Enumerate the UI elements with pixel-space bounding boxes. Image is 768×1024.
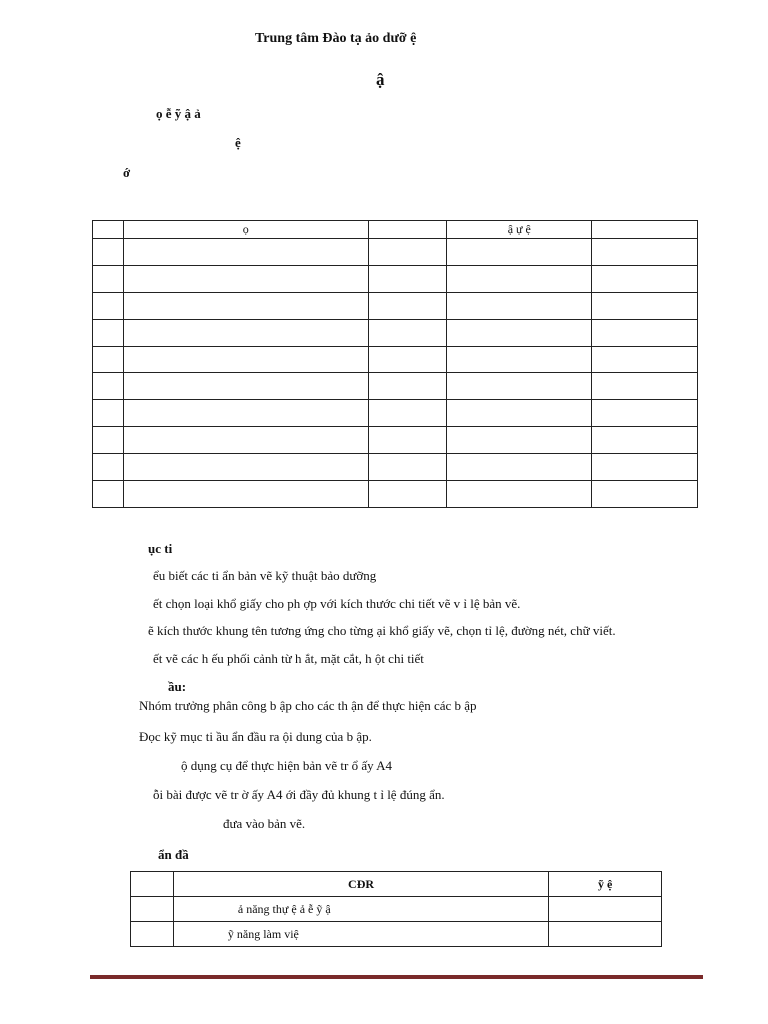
member-table-cell — [93, 481, 124, 508]
member-table-cell — [93, 292, 124, 319]
member-table-cell — [123, 481, 368, 508]
table-row — [93, 292, 698, 319]
member-table-header-cell — [368, 221, 447, 239]
member-table-cell — [592, 292, 698, 319]
doc-heading: ậ — [376, 70, 385, 89]
table-row — [93, 373, 698, 400]
objective-item: ết chọn loại khổ giấy cho ph ợp với kích thước chi tiết vẽ v ỉ lệ bản vẽ. — [153, 596, 521, 611]
table-row — [93, 239, 698, 266]
member-table-header-cell: ậ ự ệ — [447, 221, 592, 239]
member-table-header-row — [93, 221, 698, 239]
center-title: Trung tâm Đào tạ ảo dưỡ ệ — [255, 31, 417, 46]
objective-item: ết vẽ các h ếu phối cảnh từ h ắt, mặt cắt, h ột chi tiết — [153, 651, 424, 666]
member-table-cell — [368, 319, 447, 346]
outcomes-cell: ả năng thự ệ ả ễ ỹ ậ — [173, 897, 548, 922]
requirement-item: Nhóm trưởng phân công b ập cho các th ận để thực hiện các b ập — [139, 698, 477, 713]
member-table-cell — [123, 346, 368, 373]
outcomes-heading: ẩn đầ — [158, 847, 189, 862]
member-table-cell — [447, 481, 592, 508]
member-table-cell — [123, 239, 368, 266]
member-table-cell — [368, 454, 447, 481]
member-table-cell — [368, 265, 447, 292]
member-table-cell — [93, 239, 124, 266]
member-table-cell — [123, 454, 368, 481]
member-table-header-cell — [592, 221, 698, 239]
member-table-cell — [447, 427, 592, 454]
member-table-cell — [368, 400, 447, 427]
table-row — [93, 400, 698, 427]
member-table-cell — [123, 400, 368, 427]
member-table-cell — [93, 454, 124, 481]
member-table-cell — [93, 427, 124, 454]
outcomes-table — [130, 871, 662, 947]
member-table-cell — [447, 239, 592, 266]
footer-rule — [90, 975, 703, 979]
info-line-3: ớ — [123, 165, 131, 180]
outcomes-cell: ỹ năng làm việ — [173, 922, 548, 947]
outcomes-cell — [131, 897, 174, 922]
member-table-cell — [368, 481, 447, 508]
info-line-1: ọ ễ ỹ ậ ả — [156, 106, 201, 121]
member-table-cell — [93, 265, 124, 292]
requirement-item: ộ dụng cụ để thực hiện bản vẽ tr ổ ấy A4 — [181, 758, 393, 773]
member-table-cell — [123, 265, 368, 292]
member-table-cell — [368, 373, 447, 400]
member-table-cell — [592, 319, 698, 346]
member-table-cell — [592, 481, 698, 508]
member-table — [92, 220, 698, 508]
objective-item: ẽ kích thước khung tên tương ứng cho từng ại khổ giấy vẽ, chọn tỉ lệ, đường nét, chữ viết. — [148, 623, 616, 638]
member-table-cell — [368, 346, 447, 373]
outcomes-header-cell: CĐR — [173, 872, 548, 897]
table-row — [93, 265, 698, 292]
table-row — [93, 481, 698, 508]
member-table-cell — [123, 373, 368, 400]
member-table-header-cell — [93, 221, 124, 239]
member-table-cell — [93, 400, 124, 427]
requirement-item: ỗi bài được vẽ tr ờ ấy A4 ới đầy đủ khung t ỉ lệ đúng ẩn. — [153, 787, 445, 802]
table-row — [93, 427, 698, 454]
member-table-cell — [447, 265, 592, 292]
outcomes-cell — [549, 922, 662, 947]
member-table-cell — [447, 319, 592, 346]
member-table-cell — [592, 265, 698, 292]
outcomes-header-cell: ỹ ệ — [549, 872, 662, 897]
info-line-2: ệ — [235, 135, 241, 150]
member-table-cell — [447, 346, 592, 373]
outcomes-cell — [131, 922, 174, 947]
requirements-heading: ầu: — [168, 679, 187, 694]
outcomes-header-cell — [131, 872, 174, 897]
member-table-cell — [447, 454, 592, 481]
table-row — [93, 346, 698, 373]
requirement-item: Đọc kỹ mục ti ầu ẩn đầu ra ội dung của b ập. — [139, 729, 372, 744]
table-row — [93, 454, 698, 481]
member-table-cell — [368, 427, 447, 454]
member-table-cell — [592, 373, 698, 400]
member-table-cell — [592, 400, 698, 427]
member-table-cell — [123, 319, 368, 346]
requirement-item: đưa vào bản vẽ. — [223, 816, 306, 831]
member-table-cell — [592, 239, 698, 266]
member-table-cell — [368, 292, 447, 319]
member-table-cell — [93, 373, 124, 400]
member-table-cell — [368, 239, 447, 266]
member-table-cell — [93, 319, 124, 346]
member-table-cell — [123, 292, 368, 319]
member-table-cell — [447, 373, 592, 400]
outcomes-cell — [549, 897, 662, 922]
objectives-heading: ục ti — [148, 541, 173, 556]
objective-item: ểu biết các ti ẩn bản vẽ kỹ thuật bảo dưỡng — [153, 568, 377, 583]
member-table-cell — [592, 427, 698, 454]
member-table-cell — [592, 346, 698, 373]
member-table-header-cell: ọ — [123, 221, 368, 239]
table-row — [93, 319, 698, 346]
member-table-cell — [93, 346, 124, 373]
member-table-cell — [123, 427, 368, 454]
member-table-cell — [447, 400, 592, 427]
member-table-cell — [592, 454, 698, 481]
member-table-cell — [447, 292, 592, 319]
